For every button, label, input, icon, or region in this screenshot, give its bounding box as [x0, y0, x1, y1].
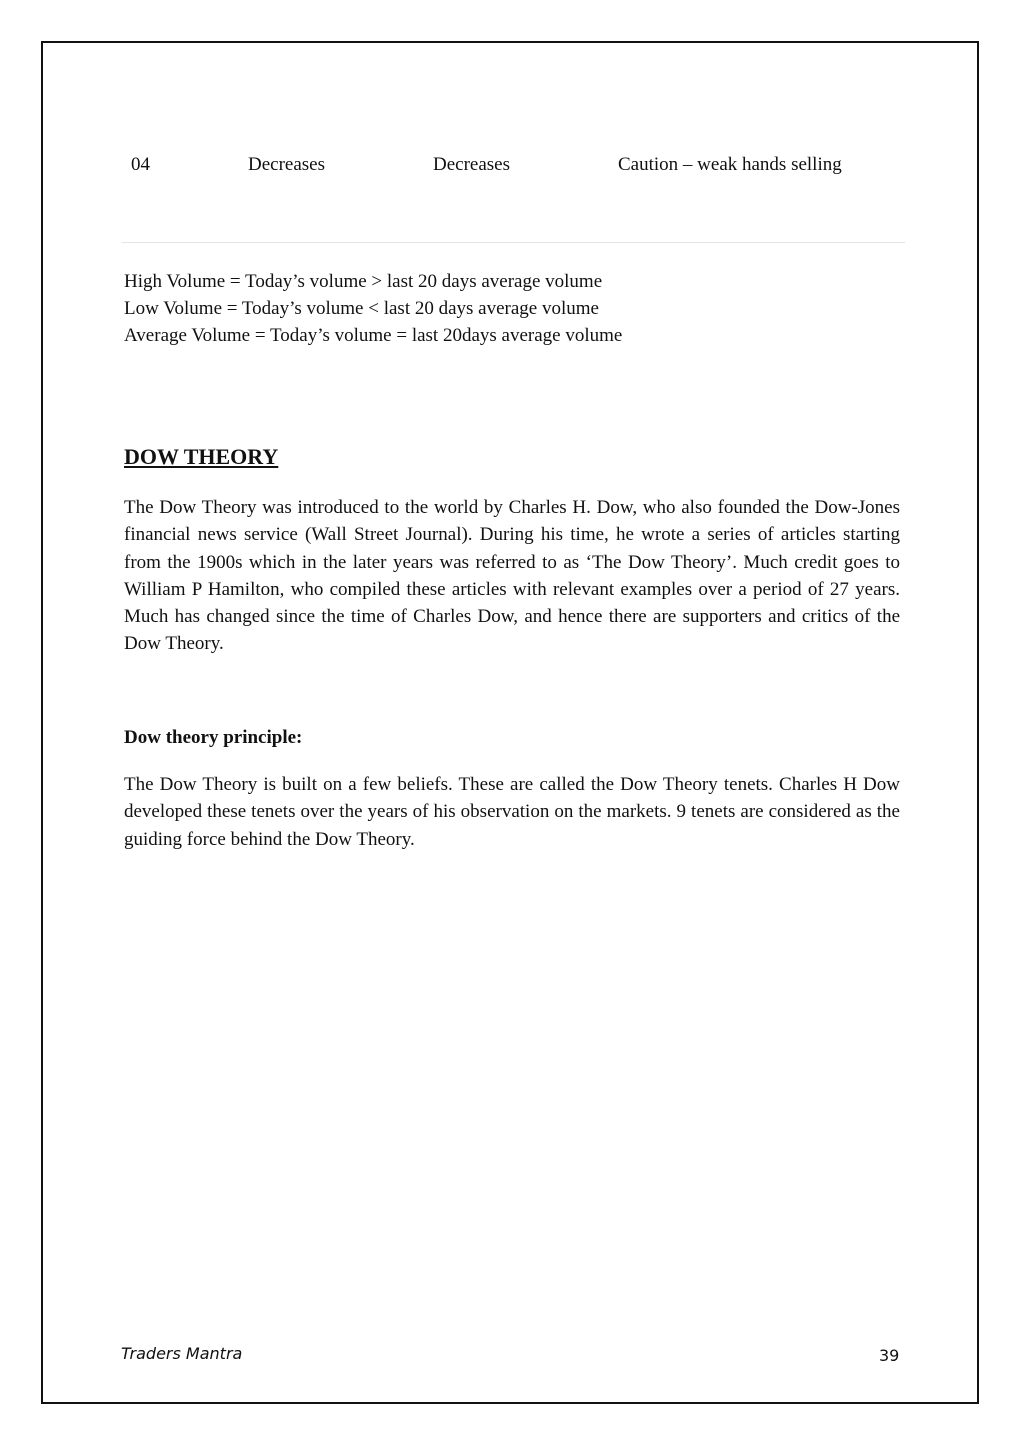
average-volume-definition: Average Volume = Today’s volume = last 20days average volume — [124, 325, 623, 346]
price-trend-cell: Decreases — [248, 154, 326, 175]
row-number: 04 — [131, 154, 150, 175]
high-volume-definition: High Volume = Today’s volume > last 20 days average volume — [124, 271, 603, 292]
page-border — [41, 41, 979, 1404]
footer-brand: Traders Mantra — [121, 1344, 243, 1363]
section-heading: DOW THEORY — [124, 444, 279, 469]
page-number: 39 — [879, 1346, 900, 1365]
principle-paragraph: The Dow Theory is built on a few beliefs. These are called the Dow Theory tenets. Charles H Dow developed these tenets over the years of his observation on the markets. 9 tenets are considered as the guiding force behind the Dow Theory. — [124, 774, 900, 850]
subheading: Dow theory principle: — [124, 727, 303, 748]
interpretation-cell: Caution – weak hands selling — [618, 154, 842, 175]
intro-paragraph: The Dow Theory was introduced to the world by Charles H. Dow, who also founded the Dow-Jones financial news service (Wall Street Journal). During his time, he wrote a series of articles starting from the 1900s which in the later years was referred to as ‘The Dow Theory’. Much credit goes to William P Hamilton, who compiled these articles with relevant examples over a period of 27 years. Much has changed since the time of Charles Dow, and hence there are supporters and critics of the Dow Theory. — [124, 497, 900, 655]
volume-definitions — [124, 268, 622, 349]
volume-trend-cell: Decreases — [433, 154, 511, 175]
table-row — [0, 154, 1024, 178]
divider — [122, 242, 905, 243]
low-volume-definition: Low Volume = Today’s volume < last 20 days average volume — [124, 298, 599, 319]
